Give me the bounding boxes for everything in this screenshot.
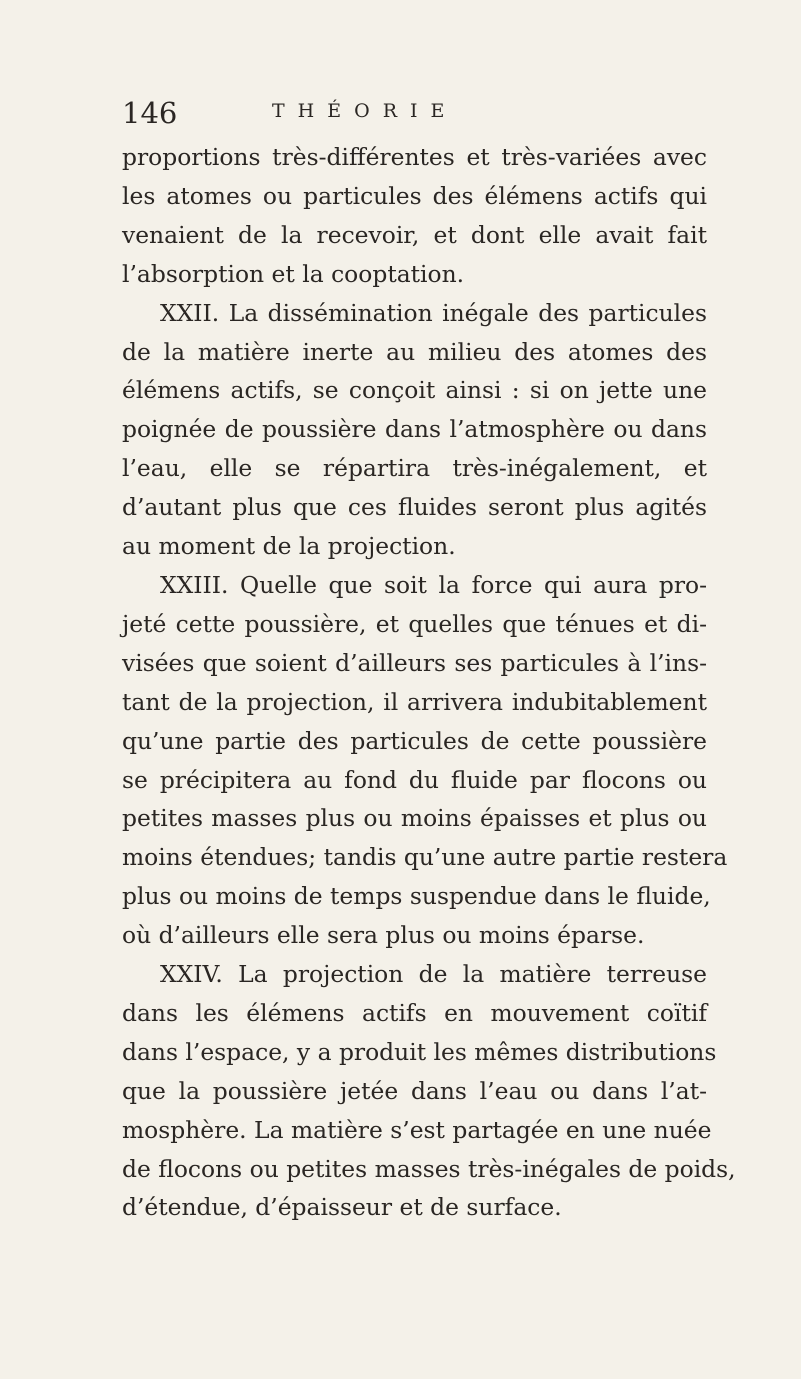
text-line: dans l’espace, y a produit les mêmes distributions: [122, 1037, 717, 1066]
text-line: jeté cette poussière, et quelles que ténues et di-: [122, 609, 707, 638]
text-line: l’absorption et la cooptation.: [122, 259, 465, 288]
text-line: d’autant plus que ces fluides seront plus agités: [122, 493, 707, 522]
text-line: de la matière inerte au milieu des atomes des: [122, 337, 707, 366]
text-line: au moment de la projection.: [122, 532, 456, 561]
text-line: se précipitera au fond du fluide par flocons ou: [122, 765, 707, 794]
text-line: venaient de la recevoir, et dont elle avait fait: [122, 220, 707, 249]
text-line: XXIV. La projection de la matière terreuse: [160, 960, 707, 989]
text-line: d’étendue, d’épaisseur et de surface.: [122, 1193, 562, 1222]
text-line: XXIII. Quelle que soit la force qui aura pro-: [160, 570, 707, 599]
text-line: qu’une partie des particules de cette poussière: [122, 726, 707, 755]
text-line: les atomes ou particules des élémens actifs qui: [122, 181, 707, 210]
text-line: dans les élémens actifs en mouvement coïtif: [122, 998, 707, 1027]
text-line: XXII. La dissémination inégale des particules: [160, 298, 707, 327]
text-line: visées que soient d’ailleurs ses particules à l’ins-: [122, 648, 707, 677]
text-line: que la poussière jetée dans l’eau ou dans l’at-: [122, 1076, 707, 1105]
text-line: mosphère. La matière s’est partagée en une nuée: [122, 1115, 712, 1144]
text-line: où d’ailleurs elle sera plus ou moins éparse.: [122, 921, 645, 950]
running-title: THÉORIE: [272, 100, 458, 122]
text-line: tant de la projection, il arrivera indubitablement: [122, 687, 707, 716]
text-line: poignée de poussière dans l’atmosphère ou dans: [122, 415, 707, 444]
text-line: de flocons ou petites masses très-inégales de poids,: [122, 1154, 736, 1183]
text-line: petites masses plus ou moins épaisses et plus ou: [122, 804, 707, 833]
text-line: l’eau, elle se répartira très-inégalement, et: [122, 454, 707, 483]
body-text: [122, 138, 736, 1227]
text-line: proportions très-différentes et très-variées avec: [122, 143, 707, 171]
text-line: moins étendues; tandis qu’une autre partie restera: [122, 843, 728, 872]
page-header: [122, 96, 702, 136]
text-line: plus ou moins de temps suspendue dans le fluide,: [122, 882, 711, 911]
page-number: 146: [122, 96, 178, 130]
text-line: élémens actifs, se conçoit ainsi : si on jette une: [122, 376, 707, 405]
